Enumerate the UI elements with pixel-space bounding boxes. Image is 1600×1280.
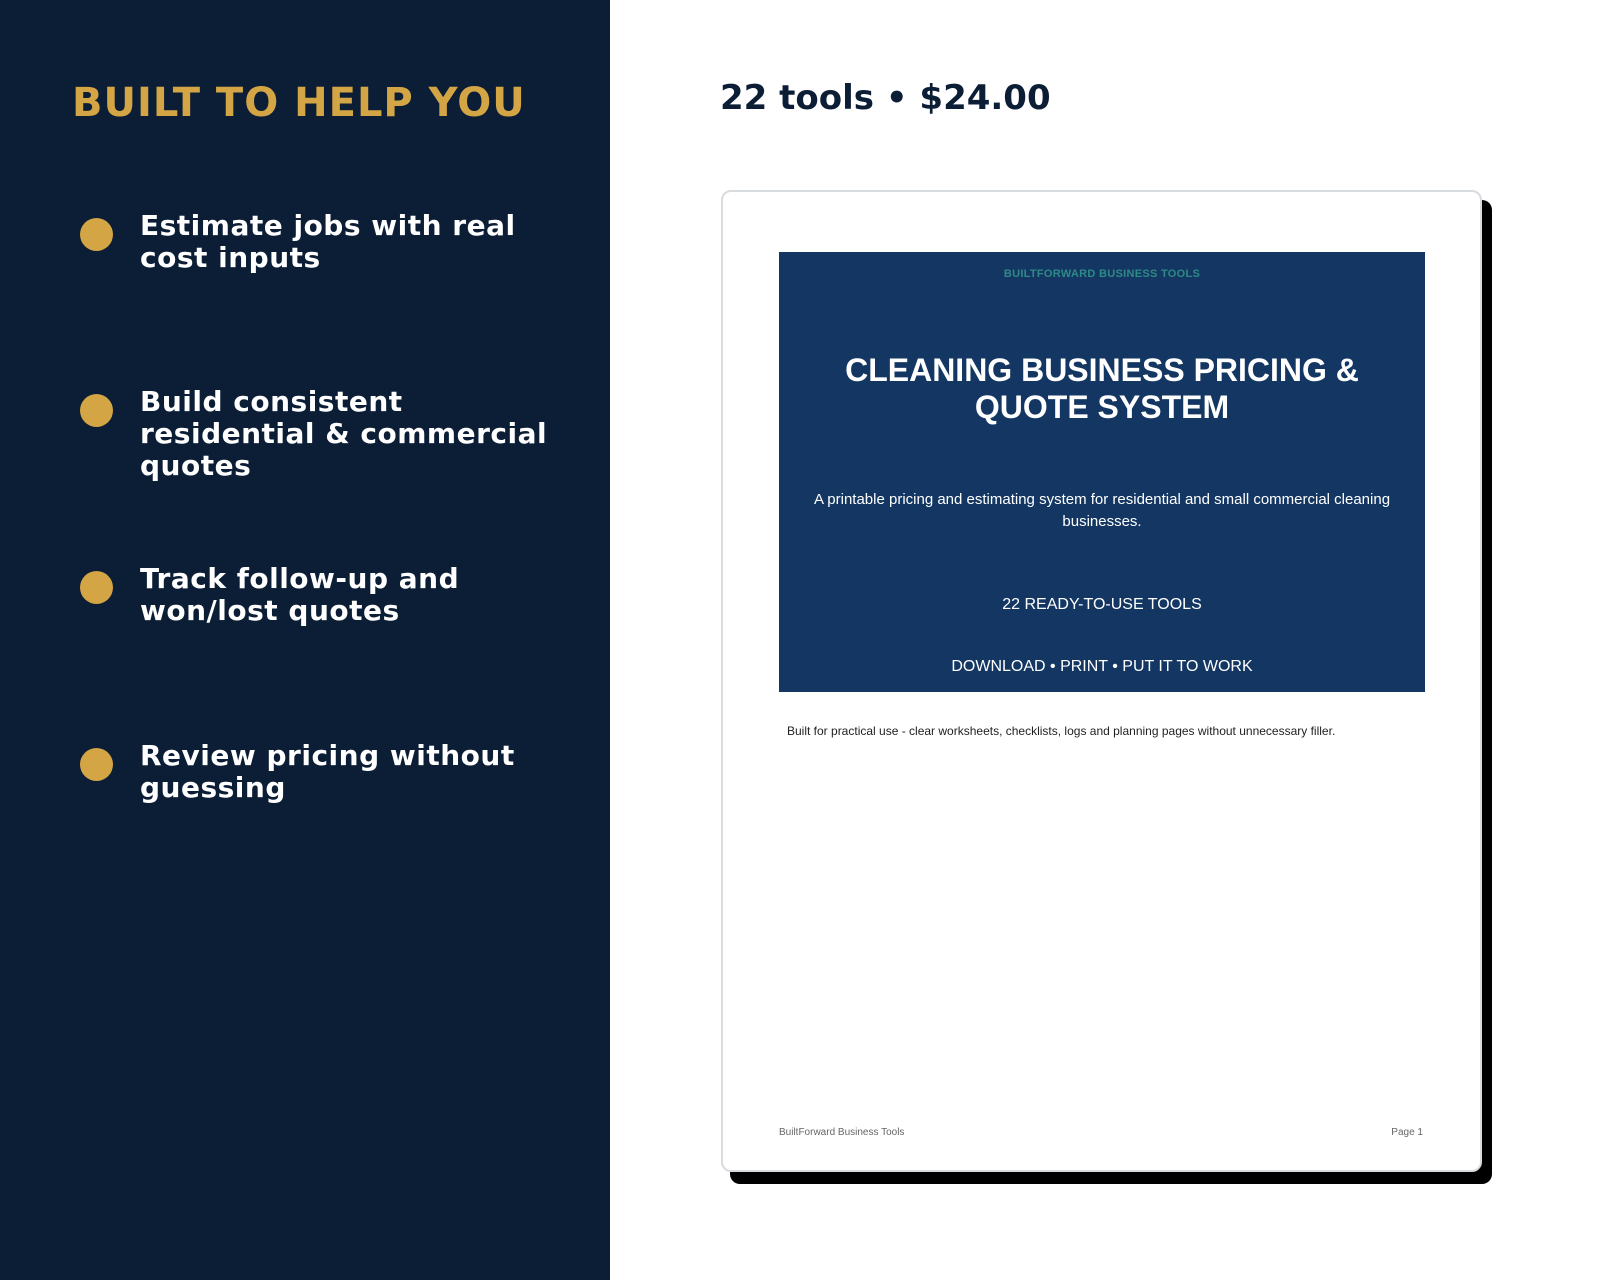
bullet-dot-icon	[80, 748, 113, 781]
document-page-number: Page 1	[1391, 1127, 1423, 1138]
benefit-text: Track follow-up and won/lost quotes	[140, 562, 460, 627]
price-line: 22 tools • $24.00	[720, 78, 1051, 118]
benefits-panel	[0, 0, 610, 1280]
cover-title: CLEANING BUSINESS PRICING & QUOTE SYSTEM	[845, 352, 1359, 425]
document-preview	[721, 190, 1482, 1172]
benefits-heading: BUILT TO HELP YOU	[72, 80, 526, 126]
cover-description: A printable pricing and estimating system for residential and small commercial cleaning businesses.	[813, 491, 1391, 530]
benefit-text: Build consistent residential & commercial quotes	[140, 385, 548, 482]
cover-tools-count: 22 READY-TO-USE TOOLS	[1002, 596, 1202, 613]
bullet-dot-icon	[80, 218, 113, 251]
document-footer-brand: BuiltForward Business Tools	[779, 1127, 905, 1138]
cover-brand: BUILTFORWARD BUSINESS TOOLS	[1003, 268, 1201, 280]
document-note: Built for practical use - clear worksheets, checklists, logs and planning pages without unnecessary filler.	[787, 724, 1336, 738]
cover-banner	[779, 252, 1425, 692]
bullet-dot-icon	[80, 394, 113, 427]
benefit-text: Estimate jobs with real cost inputs	[140, 209, 516, 274]
cover-call-to-action: DOWNLOAD • PRINT • PUT IT TO WORK	[951, 658, 1253, 675]
bullet-dot-icon	[80, 571, 113, 604]
benefit-text: Review pricing without guessing	[140, 739, 515, 804]
